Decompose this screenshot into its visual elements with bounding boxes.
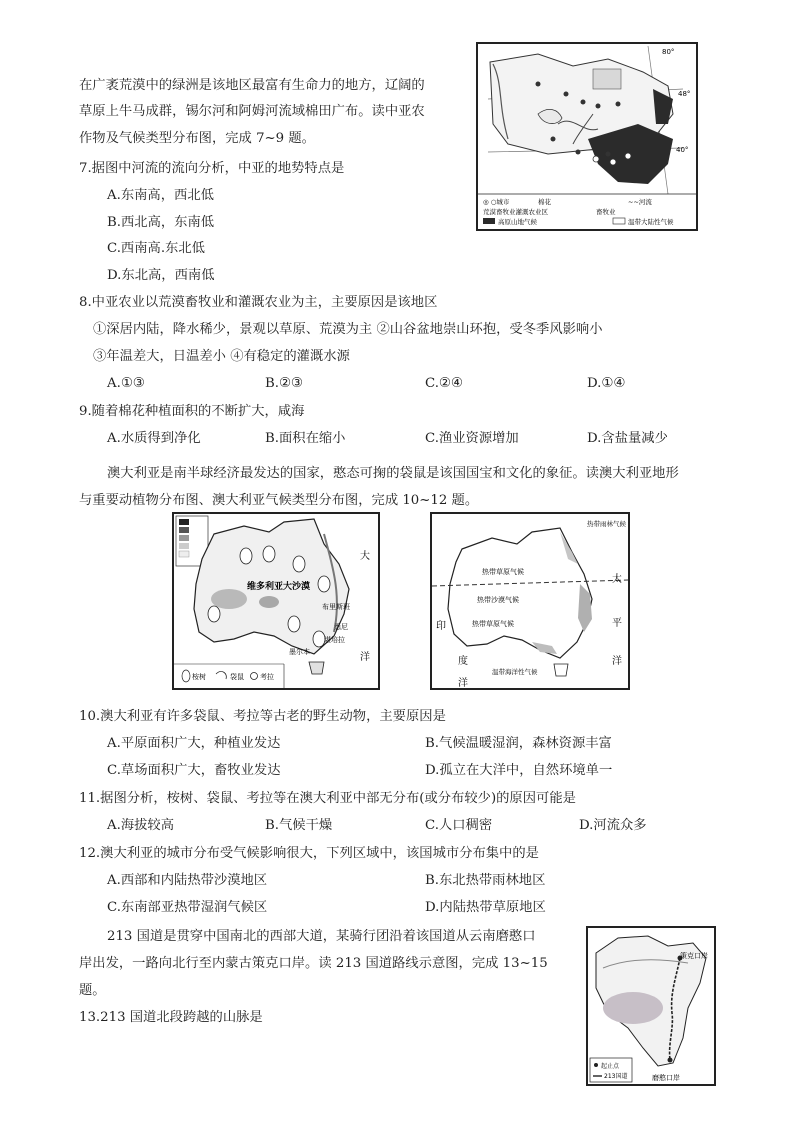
central-asia-map xyxy=(476,42,698,231)
question-7-stem: 7.据图中河流的流向分析，中亚的地势特点是 xyxy=(79,161,345,176)
indian-ocean-label-3: 洋 xyxy=(458,678,468,688)
rainforest-climate-label: 热带雨林气候 xyxy=(587,520,626,528)
question-11-option-a: A.海拔较高 xyxy=(107,818,175,833)
question-7-option-a: A.东南高，西北低 xyxy=(107,188,214,203)
great-victoria-desert-label: 维多利亚大沙漠 xyxy=(247,582,311,592)
latitude-48-label: 48° xyxy=(678,90,691,98)
australia-terrain-map xyxy=(172,512,380,690)
canberra-label: 堪培拉 xyxy=(324,636,345,644)
g213-route-map xyxy=(586,926,716,1086)
pacific-label-3: 洋 xyxy=(612,656,622,667)
question-10-option-d: D.孤立在大洋中，自然环境单一 xyxy=(425,763,613,778)
legend-city: ◎ ○城市 xyxy=(483,198,510,206)
question-8-stem: 8.中亚农业以荒漠畜牧业和灌溉农业为主，主要原因是该地区 xyxy=(79,295,438,310)
legend-continental-climate: 温带大陆性气候 xyxy=(628,218,674,226)
question-11-option-d: D.河流众多 xyxy=(579,818,647,833)
pacific-label-2: 平 xyxy=(612,618,622,629)
question-9-option-d: D.含盐量减少 xyxy=(587,431,668,446)
oceanic-climate-label: 温带海洋性气候 xyxy=(492,668,538,676)
question-9-option-a: A.水质得到净化 xyxy=(107,431,201,446)
question-8-item-1: ①深居内陆，降水稀少，景观以草原、荒漠为主 ②山谷盆地崇山环抱，受冬季风影响小 xyxy=(93,322,603,337)
legend-desert-irrigation: 荒漠畜牧业灌溉农业区 xyxy=(483,208,548,216)
intro-line-1: 在广袤荒漠中的绿洲是该地区最富有生命力的地方，辽阔的 xyxy=(79,78,425,93)
aus-intro-line-1: 澳大利亚是南半球经济最发达的国家，憨态可掬的袋鼠是该国国宝和文化的象征。读澳大利亚地形 xyxy=(107,466,679,481)
question-9-option-c: C.渔业资源增加 xyxy=(425,431,519,446)
question-9-option-b: B.面积在缩小 xyxy=(265,431,346,446)
legend-herding: 畜牧业 xyxy=(596,208,616,216)
legend-kangaroo: 袋鼠 xyxy=(230,673,244,681)
longitude-80-label: 80° xyxy=(662,48,675,56)
legend-endpoint: 起止点 xyxy=(601,1063,620,1070)
mohan-port-label: 磨憨口岸 xyxy=(652,1074,680,1082)
desert-climate-label: 热带沙漠气候 xyxy=(477,596,519,604)
ceke-port-label: 策克口岸 xyxy=(680,952,708,960)
latitude-40-label: 40° xyxy=(676,146,689,154)
brisbane-label: 布里斯班 xyxy=(322,603,350,611)
g213-intro-line-1: 213 国道是贯穿中国南北的西部大道，某骑行团沿着该国道从云南磨憨口 xyxy=(107,929,536,944)
legend-river: ~~河流 xyxy=(628,198,652,206)
legend-koala: 考拉 xyxy=(260,673,274,681)
sydney-label: 悉尼 xyxy=(334,623,348,631)
ocean-label-2: 洋 xyxy=(360,652,370,663)
melbourne-label: 墨尔本 xyxy=(289,648,310,656)
legend-cotton: 棉花 xyxy=(538,198,551,206)
legend-eucalyptus: 桉树 xyxy=(192,673,206,681)
question-7-option-c: C.西南高.东北低 xyxy=(107,241,205,256)
question-8-option-d: D.①④ xyxy=(587,376,626,391)
question-11-stem: 11.据图分析，桉树、袋鼠、考拉等在澳大利亚中部无分布(或分布较少)的原因可能是 xyxy=(79,791,576,806)
pacific-label-1: 太 xyxy=(612,574,622,585)
question-8-option-a: A.①③ xyxy=(107,376,145,391)
question-9-stem: 9.随着棉花种植面积的不断扩大，咸海 xyxy=(79,404,305,419)
question-13-stem: 13.213 国道北段跨越的山脉是 xyxy=(79,1010,263,1025)
question-8-option-b: B.②③ xyxy=(265,376,303,391)
question-12-option-d: D.内陆热带草原地区 xyxy=(425,900,546,915)
question-12-option-c: C.东南部亚热带湿润气候区 xyxy=(107,900,268,915)
question-7-option-d: D.东北高，西南低 xyxy=(107,268,215,283)
indian-ocean-label-2: 度 xyxy=(458,656,468,667)
intro-line-2: 草原上牛马成群，锡尔河和阿姆河流域棉田广布。读中亚农 xyxy=(79,104,425,119)
question-12-option-a: A.西部和内陆热带沙漠地区 xyxy=(107,873,268,888)
intro-line-3: 作物及气候类型分布图，完成 7~9 题。 xyxy=(79,131,315,146)
question-11-option-b: B.气候干燥 xyxy=(265,818,333,833)
legend-plateau-climate: 高原山地气候 xyxy=(498,218,537,226)
question-8-option-c: C.②④ xyxy=(425,376,463,391)
savanna-climate-label-north: 热带草原气候 xyxy=(482,568,524,576)
question-10-option-a: A.平原面积广大，种植业发达 xyxy=(107,736,281,751)
aus-intro-line-2: 与重要动植物分布图、澳大利亚气候类型分布图，完成 10~12 题。 xyxy=(79,493,479,508)
g213-intro-line-2: 岸出发，一路向北行至内蒙古策克口岸。读 213 国道路线示意图，完成 13~15 xyxy=(79,956,548,971)
australia-climate-map xyxy=(430,512,630,690)
question-12-stem: 12.澳大利亚的城市分布受气候影响很大，下列区域中，该国城市分布集中的是 xyxy=(79,846,539,861)
savanna-climate-label-south: 热带草原气候 xyxy=(472,620,514,628)
question-12-option-b: B.东北热带雨林地区 xyxy=(425,873,546,888)
question-11-option-c: C.人口稠密 xyxy=(425,818,493,833)
question-7-option-b: B.西北高，东南低 xyxy=(107,215,215,230)
question-10-option-c: C.草场面积广大，畜牧业发达 xyxy=(107,763,281,778)
ocean-label-1: 大 xyxy=(360,551,370,562)
question-10-option-b: B.气候温暖湿润，森林资源丰富 xyxy=(425,736,612,751)
g213-intro-line-3: 题。 xyxy=(79,983,106,998)
question-10-stem: 10.澳大利亚有许多袋鼠、考拉等古老的野生动物，主要原因是 xyxy=(79,709,446,724)
question-8-item-2: ③年温差大，日温差小 ④有稳定的灌溉水源 xyxy=(93,349,350,364)
legend-g213: 213国道 xyxy=(604,1073,628,1080)
indian-ocean-label-1: 印 xyxy=(436,621,446,632)
